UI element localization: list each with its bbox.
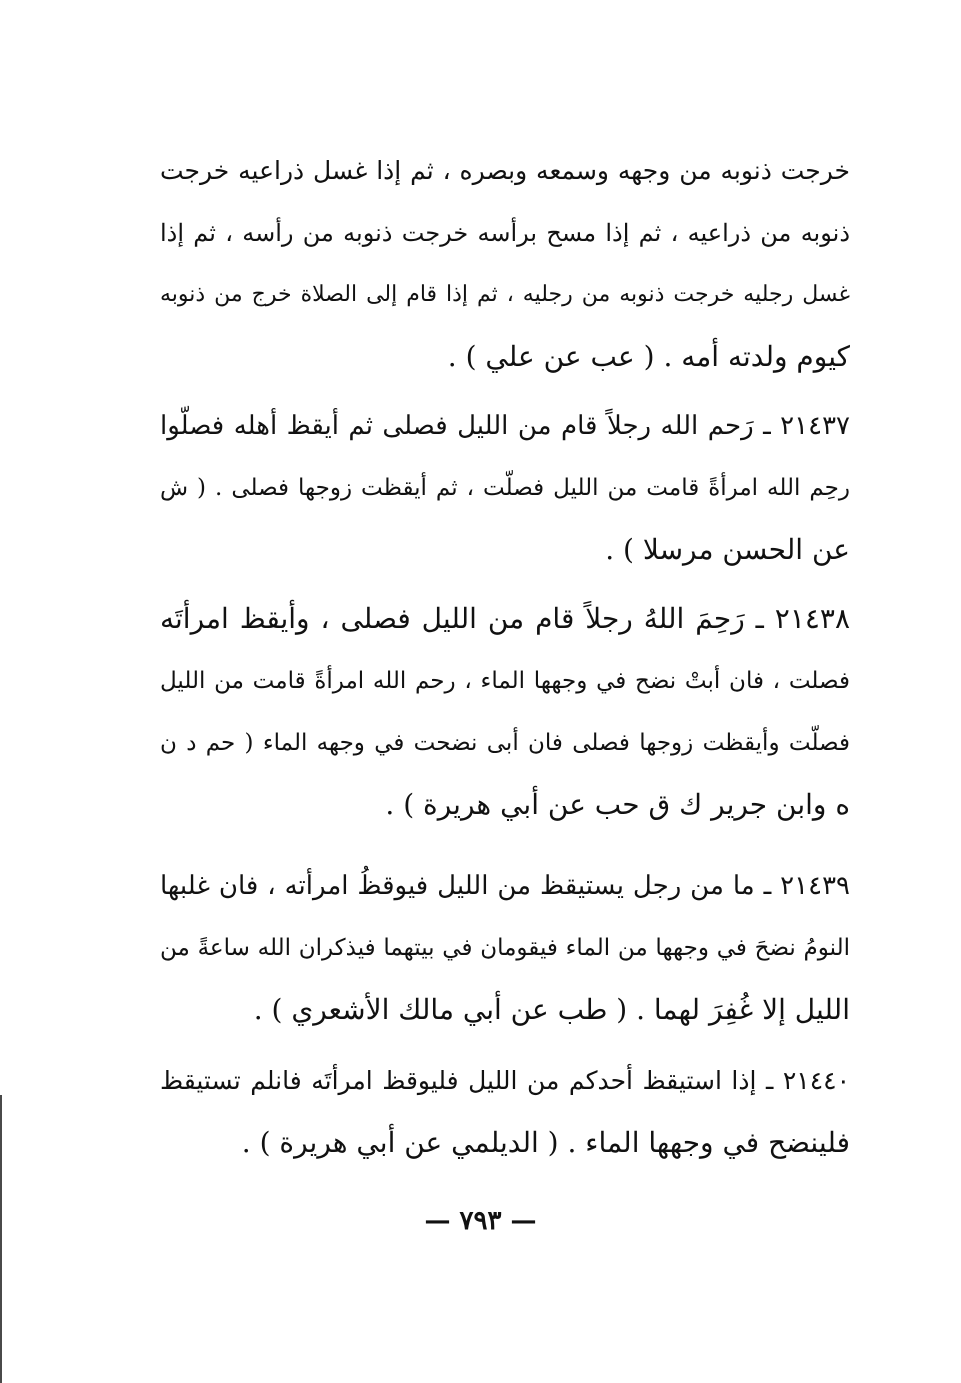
text-line: ه وابن جرير ك ق حب عن أبي هريرة ) .	[385, 788, 850, 821]
hadith-21440	[160, 1050, 850, 1174]
text-line: فصلّت وأيقظت زوجها فصلى فان أبى نضحت في وجهه الماء ( حم د ن	[160, 730, 850, 756]
scan-edge-line	[0, 1095, 2, 1383]
text-line: فلينضح في وجهها الماء . ( الديلمي عن أبي هريرة ) .	[241, 1126, 850, 1159]
text-line: النومُ نضحَ في وجهها من الماء فيقومان في بيتهما فيذكران الله ساعةً من	[160, 935, 850, 961]
hadith-21437	[160, 395, 850, 581]
text-line: ٢١٤٣٩ ـ ما من رجل يستيقظ من الليل فيوقظُ امرأته ، فان غلبها	[160, 871, 850, 901]
text-line: غسل رجليه خرجت ذنوبه من رجليه ، ثم إذا قام إلى الصلاة خرج من ذنوبه	[160, 282, 850, 307]
text-line: رحِم الله امرأةً قامت من الليل فصلّت ، ثم أيقظت زوجها فصلى . ( ش	[160, 475, 850, 501]
text-line: عن الحسن مرسلا ) .	[605, 533, 850, 566]
page-number: — ٧٩٣ —	[424, 1206, 537, 1236]
paragraph-continuation	[160, 140, 850, 388]
text-line: ٢١٤٤٠ ـ إذا استيقظ أحدكم من الليل فليوقظ امرأتَه فانلم تستيقظ	[160, 1066, 850, 1095]
text-line: ذنوبه من ذراعيه ، ثم إذا مسح برأسه خرجت ذنوبه من رأسه ، ثم إذا	[160, 219, 850, 247]
text-line: الليل إلا غُفِرَ لهما . ( طب عن أبي مالك الأشعري ) .	[253, 993, 850, 1026]
text-line: فصلت ، فان أبتْ نضح في وجهها الماء ، رحم الله امرأةً قامت من الليل	[160, 668, 850, 694]
text-line: خرجت ذنوبه من وجهه وسمعه وبصره ، ثم إذا غسل ذراعيه خرجت	[160, 156, 850, 185]
hadith-21438	[160, 588, 850, 836]
hadith-21439	[160, 855, 850, 1041]
text-line: ٢١٤٣٨ ـ رَحِمَ اللهُ رجلاً قام من الليل فصلى ، وأيقظ امرأتَه	[160, 602, 850, 635]
text-line: ٢١٤٣٧ ـ رَحم الله رجلاً قام من الليل فصلى ثم أيقظ أهله فصلّوا	[160, 411, 850, 441]
text-line: كيوم ولدته أمه . ( عب عن علي ) .	[447, 340, 850, 373]
